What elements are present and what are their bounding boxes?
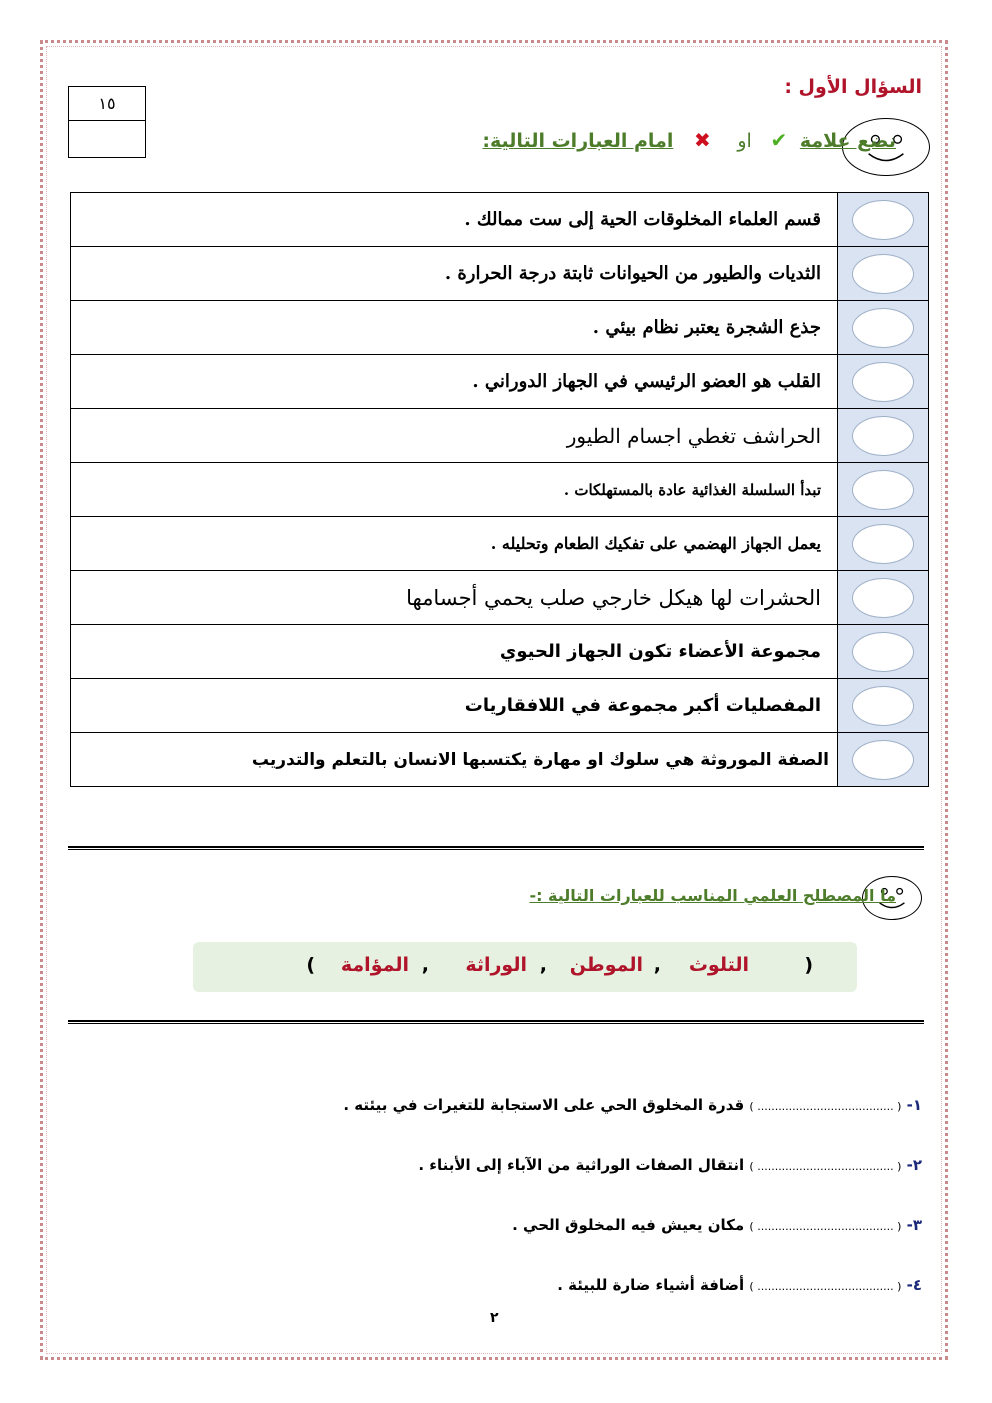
answer-cell[interactable] xyxy=(838,733,929,787)
term-adaptation: المؤامة xyxy=(340,954,409,976)
divider-top xyxy=(68,846,924,850)
answer-cell[interactable] xyxy=(838,247,929,301)
table-row xyxy=(71,409,929,463)
term-habitat: الموطن xyxy=(569,954,643,976)
statement-text: يعمل الجهاز الهضمي على تفكيك الطعام وتحليله . xyxy=(71,517,838,571)
statement-text: الصفة الموروثة هي سلوك او مهارة يكتسبها الانسان بالتعلم والتدريب xyxy=(71,733,838,787)
answer-cell[interactable] xyxy=(838,625,929,679)
answer-oval[interactable] xyxy=(852,578,914,618)
answer-oval[interactable] xyxy=(852,524,914,564)
fill-item-number: ٤- xyxy=(906,1276,922,1294)
terms-bank xyxy=(193,942,857,992)
answer-oval[interactable] xyxy=(852,632,914,672)
answer-cell[interactable] xyxy=(838,301,929,355)
answer-oval[interactable] xyxy=(852,416,914,456)
answer-oval[interactable] xyxy=(852,308,914,348)
answer-cell[interactable] xyxy=(838,571,929,625)
table-row xyxy=(71,247,929,301)
cross-mark-icon: ✖ xyxy=(693,128,711,152)
table-row xyxy=(71,679,929,733)
answer-oval[interactable] xyxy=(852,362,914,402)
terms-open-paren: ( xyxy=(804,954,813,976)
answer-blank[interactable]: ( ....................................... ) xyxy=(749,1160,902,1173)
answer-oval[interactable] xyxy=(852,254,914,294)
fill-item-text: أضافة أشياء ضارة للبيئة . xyxy=(557,1276,745,1294)
fill-item xyxy=(557,1276,922,1294)
fill-item xyxy=(512,1216,922,1234)
fill-item-text: انتقال الصفات الوراثية من الآباء إلى الأبناء . xyxy=(418,1156,745,1174)
statement-text: مجموعة الأعضاء تكون الجهاز الحيوي xyxy=(71,625,838,679)
statement-text: قسم العلماء المخلوقات الحية إلى ست ممالك . xyxy=(71,193,838,247)
statement-text: الثديات والطيور من الحيوانات ثابتة درجة الحرارة . xyxy=(71,247,838,301)
answer-cell[interactable] xyxy=(838,463,929,517)
term-heredity: الوراثة xyxy=(465,954,527,976)
instruction-line xyxy=(482,128,896,152)
terms-close-paren: ) xyxy=(306,954,315,976)
fill-item xyxy=(418,1156,922,1174)
answer-cell[interactable] xyxy=(838,409,929,463)
terms-comma: , xyxy=(539,954,547,976)
fill-item-text: مكان يعيش فيه المخلوق الحي . xyxy=(512,1216,745,1234)
statement-text: جذع الشجرة يعتبر نظام بيئي . xyxy=(71,301,838,355)
answer-blank[interactable]: ( ....................................... ) xyxy=(749,1280,902,1293)
instruction-part1: نضع علامة xyxy=(799,130,896,152)
instruction-or: او xyxy=(737,130,752,152)
page-number: ٢ xyxy=(490,1310,499,1326)
table-row xyxy=(71,733,929,787)
statement-text: تبدأ السلسلة الغذائية عادة بالمستهلكات . xyxy=(71,463,838,517)
statement-text: الحشرات لها هيكل خارجي صلب يحمي أجسامها xyxy=(71,571,838,625)
fill-item xyxy=(343,1096,922,1114)
answer-blank[interactable]: ( ....................................... ) xyxy=(749,1220,902,1233)
answer-cell[interactable] xyxy=(838,517,929,571)
answer-cell[interactable] xyxy=(838,193,929,247)
answer-oval[interactable] xyxy=(852,470,914,510)
statement-text: القلب هو العضو الرئيسي في الجهاز الدوراني . xyxy=(71,355,838,409)
answer-blank[interactable]: ( ....................................... ) xyxy=(749,1100,902,1113)
statement-text: الحراشف تغطي اجسام الطيور xyxy=(71,409,838,463)
table-row xyxy=(71,625,929,679)
instruction-part2: امام العبارات التالية: xyxy=(482,130,674,152)
table-row xyxy=(71,517,929,571)
question-title: السؤال الأول : xyxy=(784,76,922,98)
statement-text: المفصليات أكبر مجموعة في اللافقاريات xyxy=(71,679,838,733)
terms-comma: , xyxy=(653,954,661,976)
answer-cell[interactable] xyxy=(838,355,929,409)
answer-oval[interactable] xyxy=(852,686,914,726)
table-row xyxy=(71,571,929,625)
divider-bottom xyxy=(68,1020,924,1024)
table-row xyxy=(71,193,929,247)
statements-table xyxy=(70,192,929,787)
score-value: ١٥ xyxy=(69,87,145,121)
answer-oval[interactable] xyxy=(852,200,914,240)
answer-oval[interactable] xyxy=(852,740,914,780)
terms-comma: , xyxy=(421,954,429,976)
table-row xyxy=(71,301,929,355)
term-pollution: التلوث xyxy=(688,954,749,976)
fill-item-number: ١- xyxy=(906,1096,922,1114)
answer-cell[interactable] xyxy=(838,679,929,733)
fill-item-number: ٣- xyxy=(906,1216,922,1234)
fill-item-number: ٢- xyxy=(906,1156,922,1174)
fill-item-text: قدرة المخلوق الحي على الاستجابة للتغيرات في بيئته . xyxy=(343,1096,745,1114)
section2-title: ما المصطلح العلمي المناسب للعبارات التالية :- xyxy=(529,886,896,905)
table-row xyxy=(71,463,929,517)
table-row xyxy=(71,355,929,409)
check-mark-icon: ✔ xyxy=(770,128,788,152)
score-box xyxy=(68,86,146,158)
